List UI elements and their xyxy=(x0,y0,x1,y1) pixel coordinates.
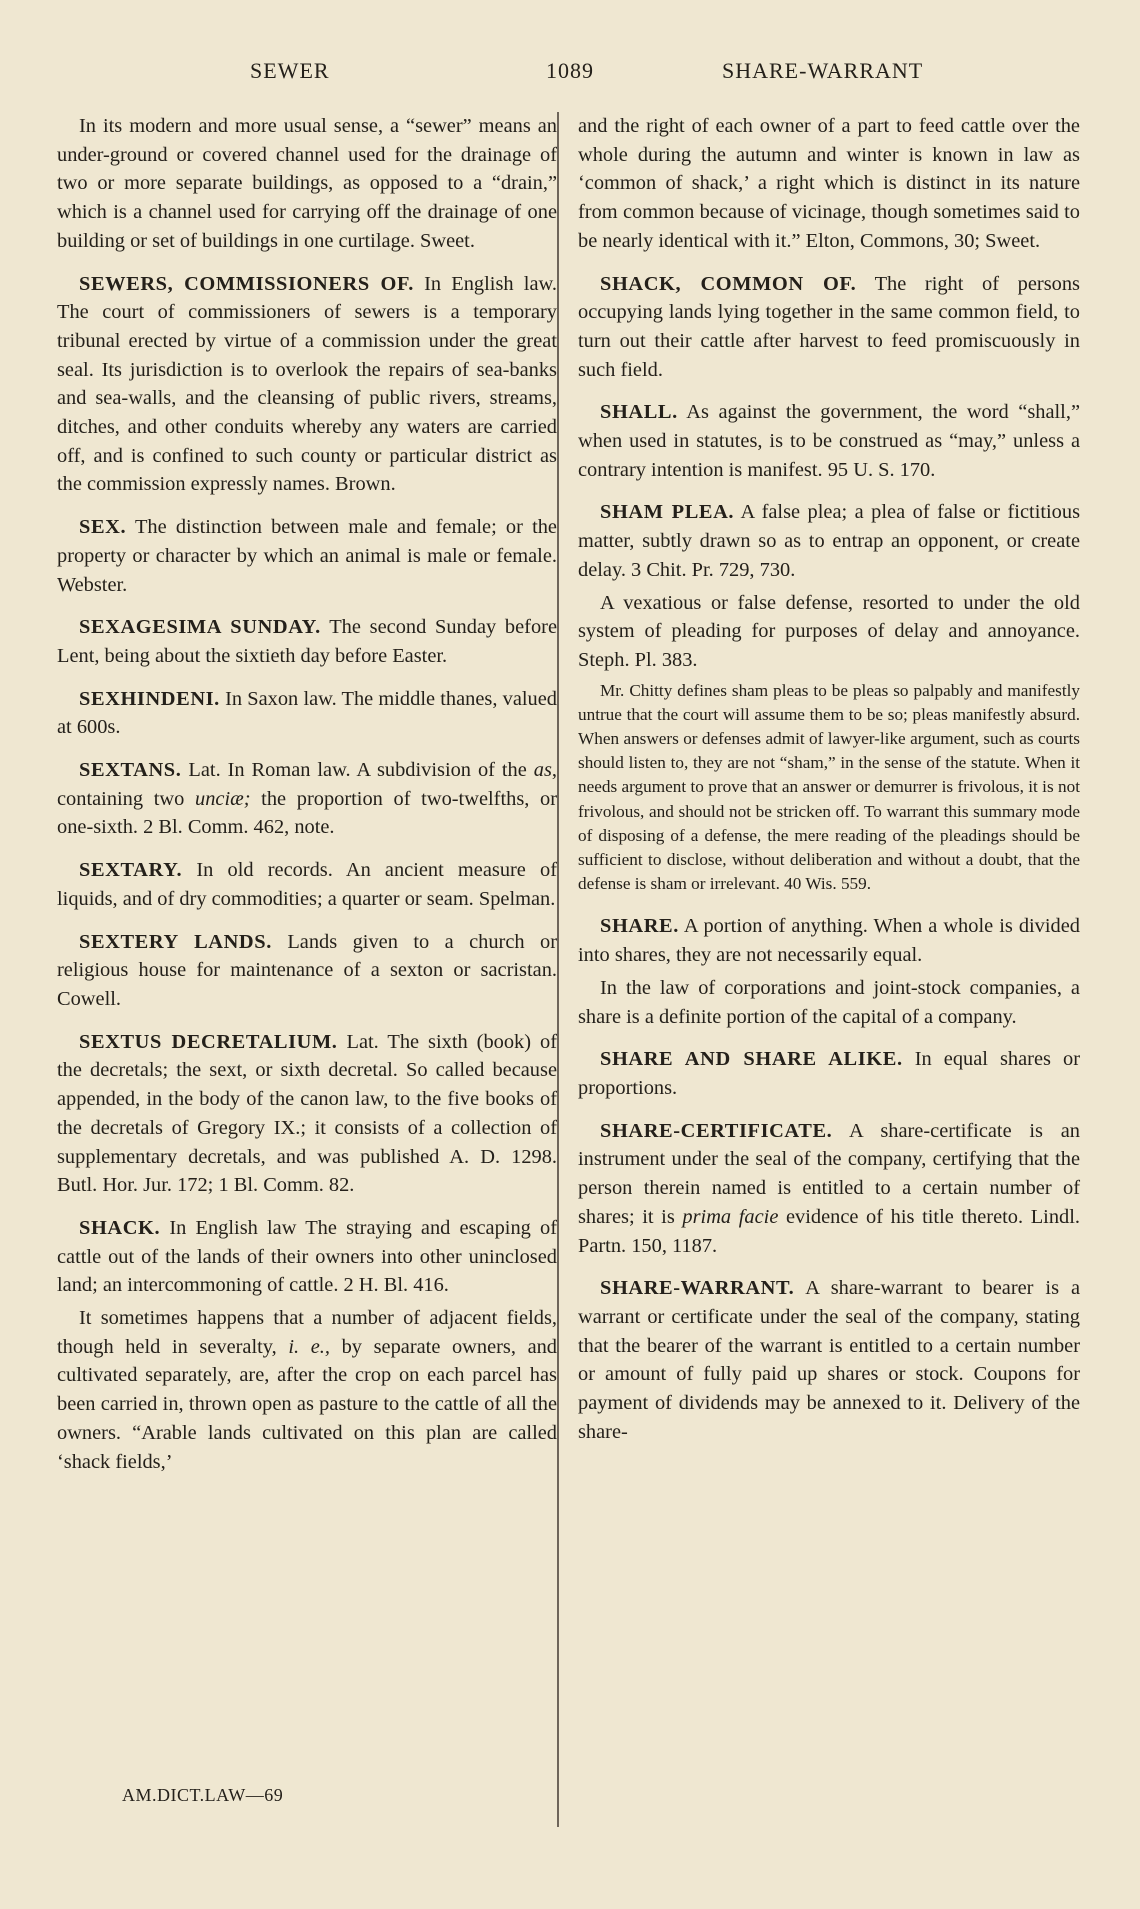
entry-sham-plea-paragraph: A vexatious or false defense, resorted to under the old system of pleading for purposes of delay and annoyance. Steph. Pl. 383. xyxy=(578,591,1080,671)
headword: SHACK, COMMON OF. xyxy=(600,272,857,295)
entry-shack-common-of: SHACK, COMMON OF. The right of persons occupying lands lying together in the same common field, to turn out their cattle after harvest to feed promiscuously in such field. xyxy=(578,272,1080,381)
entry-sextary: SEXTARY. In old records. An ancient measure of liquids, and of dry commodities; a quarter or seam. Spelman. xyxy=(57,859,557,910)
entry-shall: SHALL. As against the government, the word “shall,” when used in statutes, is to be construed as “may,” unless a contrary intention is manifest. 95 U. S. 170. xyxy=(578,401,1080,481)
entry-sexhindeni: SEXHINDENI. In Saxon law. The middle thanes, valued at 600s. xyxy=(57,687,557,739)
entry-sextus-decretalium: SEXTUS DECRETALIUM. Lat. The sixth (book) of the decretals; the sext, or sixth decretal. So called because appended, in the body of the canon law, to the five books of the decretals of Gregory IX.; it consists of a collection of supplementary decretals, and was published A. D. 1298. Butl. Hor. Jur. 172; 1 Bl. Comm. 82. xyxy=(57,1030,558,1197)
headword: SEXHINDENI. xyxy=(79,687,220,710)
entry-sextans: SEXTANS. Lat. In Roman law. A subdivision of the as, containing two unciæ; the proportion of two-twelfths, or one-sixth. 2 Bl. Comm. 462, note. xyxy=(57,759,558,839)
entry-share: SHARE. A portion of anything. When a whole is divided into shares, they are not necessarily equal. xyxy=(578,915,1080,967)
entry-shack: SHACK. In English law The straying and escaping of cattle out of the lands of their owners into other uninclosed land; an intercommoning of cattle. 2 H. Bl. 416. xyxy=(57,1216,557,1297)
headword: SEWERS, COMMISSIONERS OF. xyxy=(79,272,414,295)
entry-share-paragraph: In the law of corporations and joint-stock companies, a share is a definite portion of the capital of a company. xyxy=(578,976,1080,1028)
entry-sewers-commissioners: SEWERS, COMMISSIONERS OF. In English law. The court of commissioners of sewers is a temporary tribunal erected by virtue of a commission under the great seal. Its jurisdiction is to overlook the repairs of sea-banks and sea-walls, and the cleansing of public rivers, streams, ditches, and other conduits whereby any waters are carried off, and is confined to such county or particular district as the commission expressly names. Brown. xyxy=(57,272,557,496)
headword: SHALL. xyxy=(600,401,678,424)
entry-shack-continued: and the right of each owner of a part to feed cattle over the whole during the autumn and winter is known in law as ‘common of shack,’ a right which is distinct in its nature from common because of vicinage, though sometimes said to be nearly identical with it.” Elton, Commons, 30; Sweet. xyxy=(578,115,1080,252)
entry-shack-paragraph: It sometimes happens that a number of adjacent fields, though held in severalty, i. e., by separate owners, and cultivated separately, are, after the crop on each parcel has been carried in, thrown open as pasture to the cattle of all the owners. “Arable lands cultivated on this plan are called ‘shack fields,’ xyxy=(57,1307,558,1473)
entry-share-and-share-alike: SHARE AND SHARE ALIKE. In equal shares or proportions. xyxy=(578,1048,1080,1099)
headword: SEXTARY. xyxy=(79,859,183,882)
running-head-right: SHARE-WARRANT xyxy=(722,58,924,83)
headword: SHACK. xyxy=(79,1216,161,1239)
entry-sham-plea-note: Mr. Chitty defines sham pleas to be pleas so palpably and manifestly untrue that the court will assume them to be so; pleas manifestly absurd. When answers or defenses admit of lawyer-like argument, such as courts should listen to, they are not “sham,” in the sense of the statute. When it needs argument to prove that an answer or demurrer is frivolous, it is not frivolous, and should not be stricken off. To warrant this summary mode of disposing of a defense, the mere reading of the pleadings should be sufficient to disclose, without deliberation and without a doubt, that the defense is sham or irrelevant. 40 Wis. 559. xyxy=(578,680,1080,894)
entry-sexagesima-sunday: SEXAGESIMA SUNDAY. The second Sunday before Lent, being about the sixtieth day before Easter. xyxy=(57,616,557,667)
page-number: 1089 xyxy=(546,58,594,83)
headword: SHARE. xyxy=(600,915,679,938)
column-divider xyxy=(557,112,559,1827)
headword: SEXTERY LANDS. xyxy=(79,930,272,953)
running-head-left: SEWER xyxy=(250,58,330,83)
right-column xyxy=(578,112,1080,1460)
entry-sewer-continued: In its modern and more usual sense, a “sewer” means an under-ground or covered channel used for the drainage of two or more separate buildings, as opposed to a “drain,” which is a channel used for carrying off the drainage of one building or set of buildings in one curtilage. Sweet. xyxy=(57,115,557,252)
signature-mark: AM.DICT.LAW—69 xyxy=(122,1785,284,1805)
headword: SHARE AND SHARE ALIKE. xyxy=(600,1048,903,1071)
entry-sex: SEX. The distinction between male and female; or the property or character by which an animal is male or female. Webster. xyxy=(57,516,557,596)
left-column xyxy=(57,112,557,1480)
entry-share-warrant: SHARE-WARRANT. A share-warrant to bearer is a warrant or certificate under the seal of the company, stating that the bearer of the warrant is entitled to a certain number or amount of fully paid up shares or stock. Coupons for payment of dividends may be annexed to it. Delivery of the share- xyxy=(578,1277,1080,1443)
headword: SHAM PLEA. xyxy=(600,501,735,524)
headword: SEXTANS. xyxy=(79,759,182,782)
headword: SEXAGESIMA SUNDAY. xyxy=(79,616,321,639)
entry-sham-plea: SHAM PLEA. A false plea; a plea of false or fictitious matter, subtly drawn so as to entrap an opponent, or create delay. 3 Chit. Pr. 729, 730. xyxy=(578,501,1081,581)
entry-share-certificate: SHARE-CERTIFICATE. A share-certificate is an instrument under the seal of the company, certifying that the person therein named is entitled to a certain number of shares; it is prima facie evidence of his title thereto. Lindl. Partn. 150, 1187. xyxy=(578,1119,1080,1257)
headword: SHARE-CERTIFICATE. xyxy=(600,1119,833,1142)
entry-sextery-lands: SEXTERY LANDS. Lands given to a church or religious house for maintenance of a sexton or sacristan. Cowell. xyxy=(57,930,558,1010)
headword: SEX. xyxy=(79,516,127,539)
headword: SEXTUS DECRETALIUM. xyxy=(79,1030,338,1053)
headword: SHARE-WARRANT. xyxy=(600,1277,795,1300)
